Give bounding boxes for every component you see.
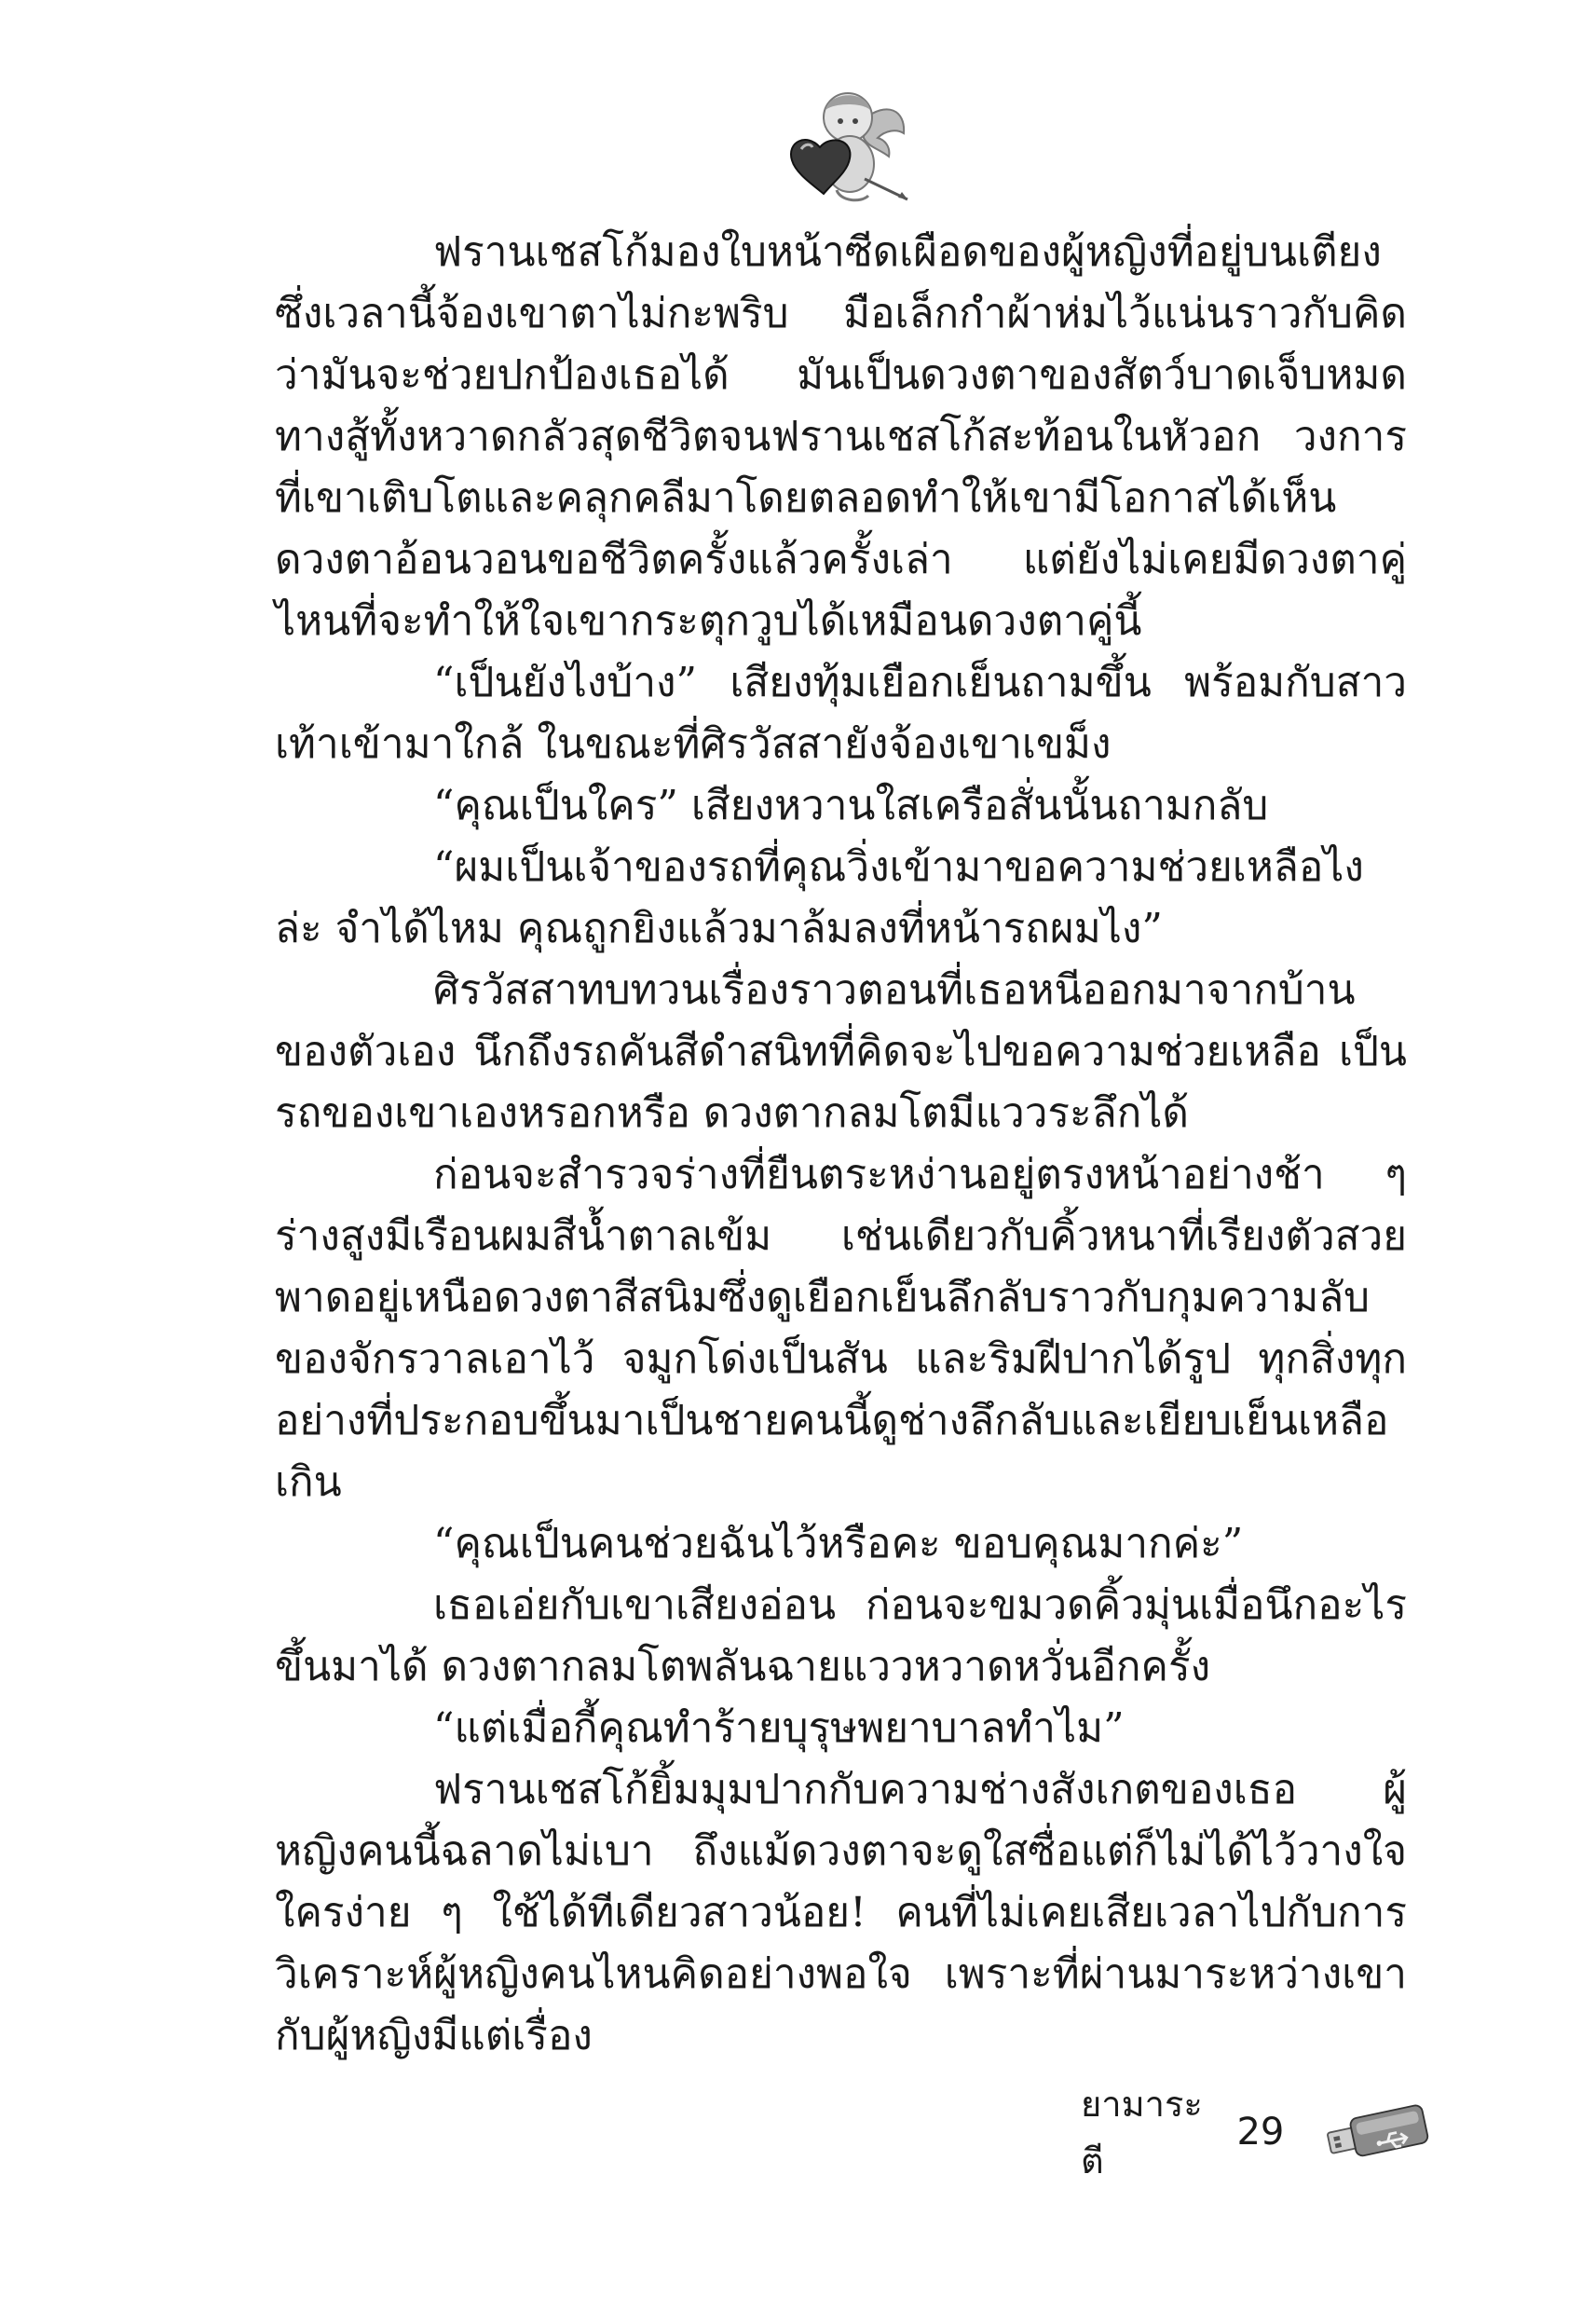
paragraph: “คุณเป็นคนช่วยฉันไว้หรือคะ ขอบคุณมากค่ะ” — [433, 1520, 1244, 1567]
usb-drive-icon — [1321, 2099, 1435, 2165]
paragraph: “ผมเป็นเจ้าของรถที่คุณวิ่งเข้ามาขอความช่วยเหลือไงล่ะ จำได้ไหม คุณถูกยิงแล้วมาล้มลงที่หน้ารถผมไง” — [275, 843, 1364, 952]
paragraph: ศิรวัสสาทบทวนเรื่องราวตอนที่เธอหนีออกมาจากบ้านของตัวเอง นึกถึงรถคันสีดำสนิทที่คิดจะไปขอความช่วยเหลือ เป็นรถของเขาเองหรอกหรือ ดวงตากลมโตมีแววระลึกได้ — [275, 966, 1407, 1137]
body-text — [275, 222, 1407, 2067]
page-footer — [1081, 2084, 1435, 2181]
paragraph: ฟรานเชสโก้ยิ้มมุมปากกับความช่างสังเกตของเธอ ผู้หญิงคนนี้ฉลาดไม่เบา ถึงแม้ดวงตาจะดูใสซื่อแต่ก็ไม่ได้ไว้วางใจใครง่าย ๆ ใช้ได้ทีเดียวสาวน้อย! คนที่ไม่เคยเสียเวลาไปกับการวิเคราะห์ผู้หญิงคนไหนคิดอย่างพอใจ เพราะที่ผ่านมาระหว่างเขากับผู้หญิงมีแต่เรื่อง — [275, 1766, 1407, 2059]
paragraph: ฟรานเชสโก้มองใบหน้าซีดเผือดของผู้หญิงที่อยู่บนเตียงซึ่งเวลานี้จ้องเขาตาไม่กะพริบ มือเล็กกำผ้าห่มไว้แน่นราวกับคิดว่ามันจะช่วยปกป้องเธอได้ มันเป็นดวงตาของสัตว์บาดเจ็บหมดทางสู้ทั้งหวาดกลัวสุดชีวิตจนฟรานเชสโก้สะท้อนในหัวอก วงการที่เขาเติบโตและคลุกคลีมาโดยตลอดทำให้เขามีโอกาสได้เห็นดวงตาอ้อนวอนขอชีวิตครั้งแล้วครั้งเล่า แต่ยังไม่เคยมีดวงตาคู่ไหนที่จะทำให้ใจเขากระตุกวูบได้เหมือนดวงตาคู่นี้ — [275, 228, 1407, 645]
paragraph: “คุณเป็นใคร” เสียงหวานใสเครือสั่นนั้นถามกลับ — [433, 782, 1269, 829]
running-title: ยามาระตี — [1081, 2084, 1203, 2181]
paragraph: เธอเอ่ยกับเขาเสียงอ่อน ก่อนจะขมวดคิ้วมุ่นเมื่อนึกอะไรขึ้นมาได้ ดวงตากลมโตพลันฉายแววหวาดหวั่นอีกครั้ง — [275, 1581, 1407, 1690]
paragraph: ก่อนจะสำรวจร่างที่ยืนตระหง่านอยู่ตรงหน้าอย่างช้า ๆ ร่างสูงมีเรือนผมสีน้ำตาลเข้ม เช่นเดียวกับคิ้วหนาที่เรียงตัวสวยพาดอยู่เหนือดวงตาสีสนิมซึ่งดูเยือกเย็นลึกลับราวกับกุมความลับของจักรวาลเอาไว้ จมูกโด่งเป็นสัน และริมฝีปากได้รูป ทุกสิ่งทุกอย่างที่ประกอบขึ้นมาเป็นชายคนนี้ดูช่างลึกลับและเยียบเย็นเหลือเกิน — [275, 1151, 1407, 1506]
paragraph: “แต่เมื่อกี้คุณทำร้ายบุรุษพยาบาลทำไม” — [433, 1704, 1125, 1752]
cupid-with-heart-icon — [775, 82, 915, 212]
page-number: 29 — [1236, 2111, 1285, 2154]
paragraph: “เป็นยังไงบ้าง” เสียงทุ้มเยือกเย็นถามขึ้น พร้อมกับสาวเท้าเข้ามาใกล้ ในขณะที่ศิรวัสสายังจ้องเขาเขม็ง — [275, 659, 1407, 768]
